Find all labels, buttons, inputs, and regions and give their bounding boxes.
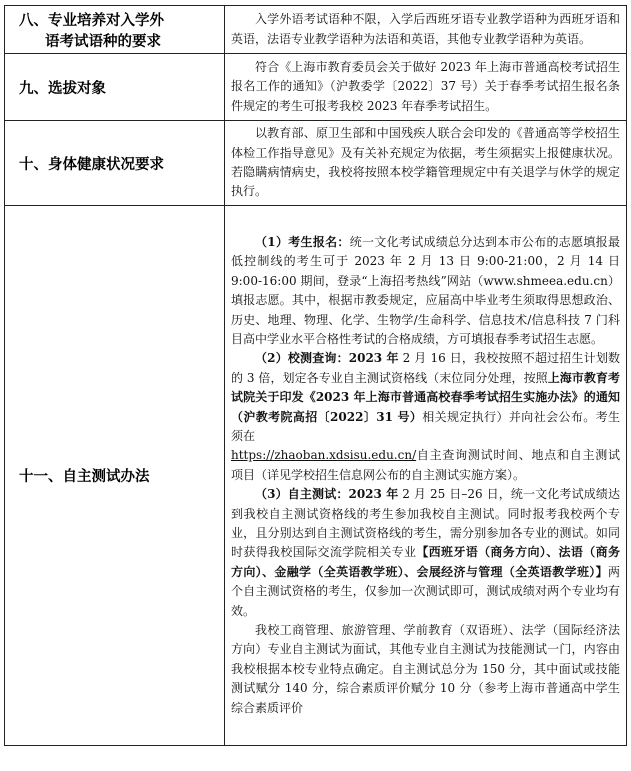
paragraph-test [231,485,620,621]
table-row [5,121,627,206]
row-content [225,121,627,206]
content-paragraph: 以教育部、原卫生部和中国残疾人联合会印发的《普通高等学校招生体检工作指导意见》及有关补充规定为依据，考生须据实上报健康状况。若隐瞒病情病史，我校将按照本校学籍管理规定中有关退学与休学的规定执行。 [231,126,620,199]
row-heading: 九、选拔对象 [5,54,225,121]
row-heading: 十一、自主测试办法 [5,206,225,746]
paragraph-lead: （1）考生报名： [255,234,350,249]
row-content [225,206,627,746]
paragraph-registration [231,233,620,349]
paragraph-text: 2 月 16 日，我校按照不超过招生计划数的 3 倍，划定各专业自主测试资格线（末位同分处理，按照 [231,351,620,385]
admission-requirements-table [4,5,627,746]
table-row [5,54,627,121]
major-list: 【西班牙语（商务方向）、法语（商务方向）、金融学（全英语教学班）、会展经济与管理（全英语教学班）】 [231,545,620,579]
paragraph-text: 2 月 25 日–26 日，统一文化考试成绩达到我校自主测试资格线的考生参加我校自主测试。同时报考我校两个专业，且分别达到自主测试资格线的考生，需分别参加各专业的测试。如同时获得我校国际交流学院相关专业 [231,487,620,560]
row-content [225,6,627,54]
paragraph-text: 相关规定执行）并向社会公布。考生须在 [231,409,620,443]
paragraph-lead: （2）校测查询：2023 年 [255,351,399,366]
row-heading-line1: 八、专业培养对入学外 [19,12,164,29]
table-row [5,206,627,746]
row-heading: 十、身体健康状况要求 [5,121,225,206]
policy-reference: 上海市教育考试院关于印发《2023 年上海市普通高校春季考试招生实施办法》的通知（沪教考院高招〔2022〕31 号） [231,370,620,424]
paragraph-text: 自主查询测试时间、地点和自主测试项目（详见学校招生信息网公布的自主测试实施方案）。 [231,448,620,482]
content-paragraph: 符合《上海市教育委员会关于做好 2023 年上海市普通高校考试招生报名工作的通知》（沪教委学〔2022〕37 号）关于春季考试招生报名条件规定的考生可报考我校 2023 年春季考试招生。 [231,59,620,113]
paragraph-text: 两个自主测试资格的考生，仅参加一次测试即可，测试成绩对两个专业均有效。 [231,564,620,618]
row-heading-line2: 语考试语种的要求 [45,33,161,50]
content-paragraph: 入学外语考试语种不限，入学后西班牙语专业教学语种为西班牙语和英语，法语专业教学语种为法语和英语，其他专业教学语种为英语。 [231,12,620,46]
paragraph-text: 统一文化考试成绩总分达到本市公布的志愿填报最低控制线的考生可于 2023 年 2 月 13 日 9:00-21:00，2 月 14 日 9:00-16:00 期间，登录“上海招考热线”网站（www.shmeea.edu.cn）填报志愿。其中，根据市教委规定，应届高中毕业考生须取得思想政治、历史、地理、物理、化学、生物学/生命科学、信息技术/信息科技 7 门科目高中学业水平合格性考试的合格成绩，方可填报春季考试招生志愿。 [231,234,620,346]
table-row [5,6,627,54]
paragraph-scoring: 我校工商管理、旅游管理、学前教育（双语班）、法学（国际经济法方向）专业自主测试为面试，其他专业自主测试为技能测试一门，内容由我校根据本校专业特点确定。自主测试总分为 150 分，其中面试或技能测试赋分 140 分，综合素质评价赋分 10 分（参考上海市普通高中学生综合素质评价 [231,623,620,715]
paragraph-lead: （3）自主测试：2023 年 [255,487,399,502]
paragraph-query [231,349,620,485]
query-link[interactable]: https://zhaoban.xdsisu.edu.cn/ [231,448,417,463]
row-content [225,54,627,121]
row-heading [5,6,225,54]
